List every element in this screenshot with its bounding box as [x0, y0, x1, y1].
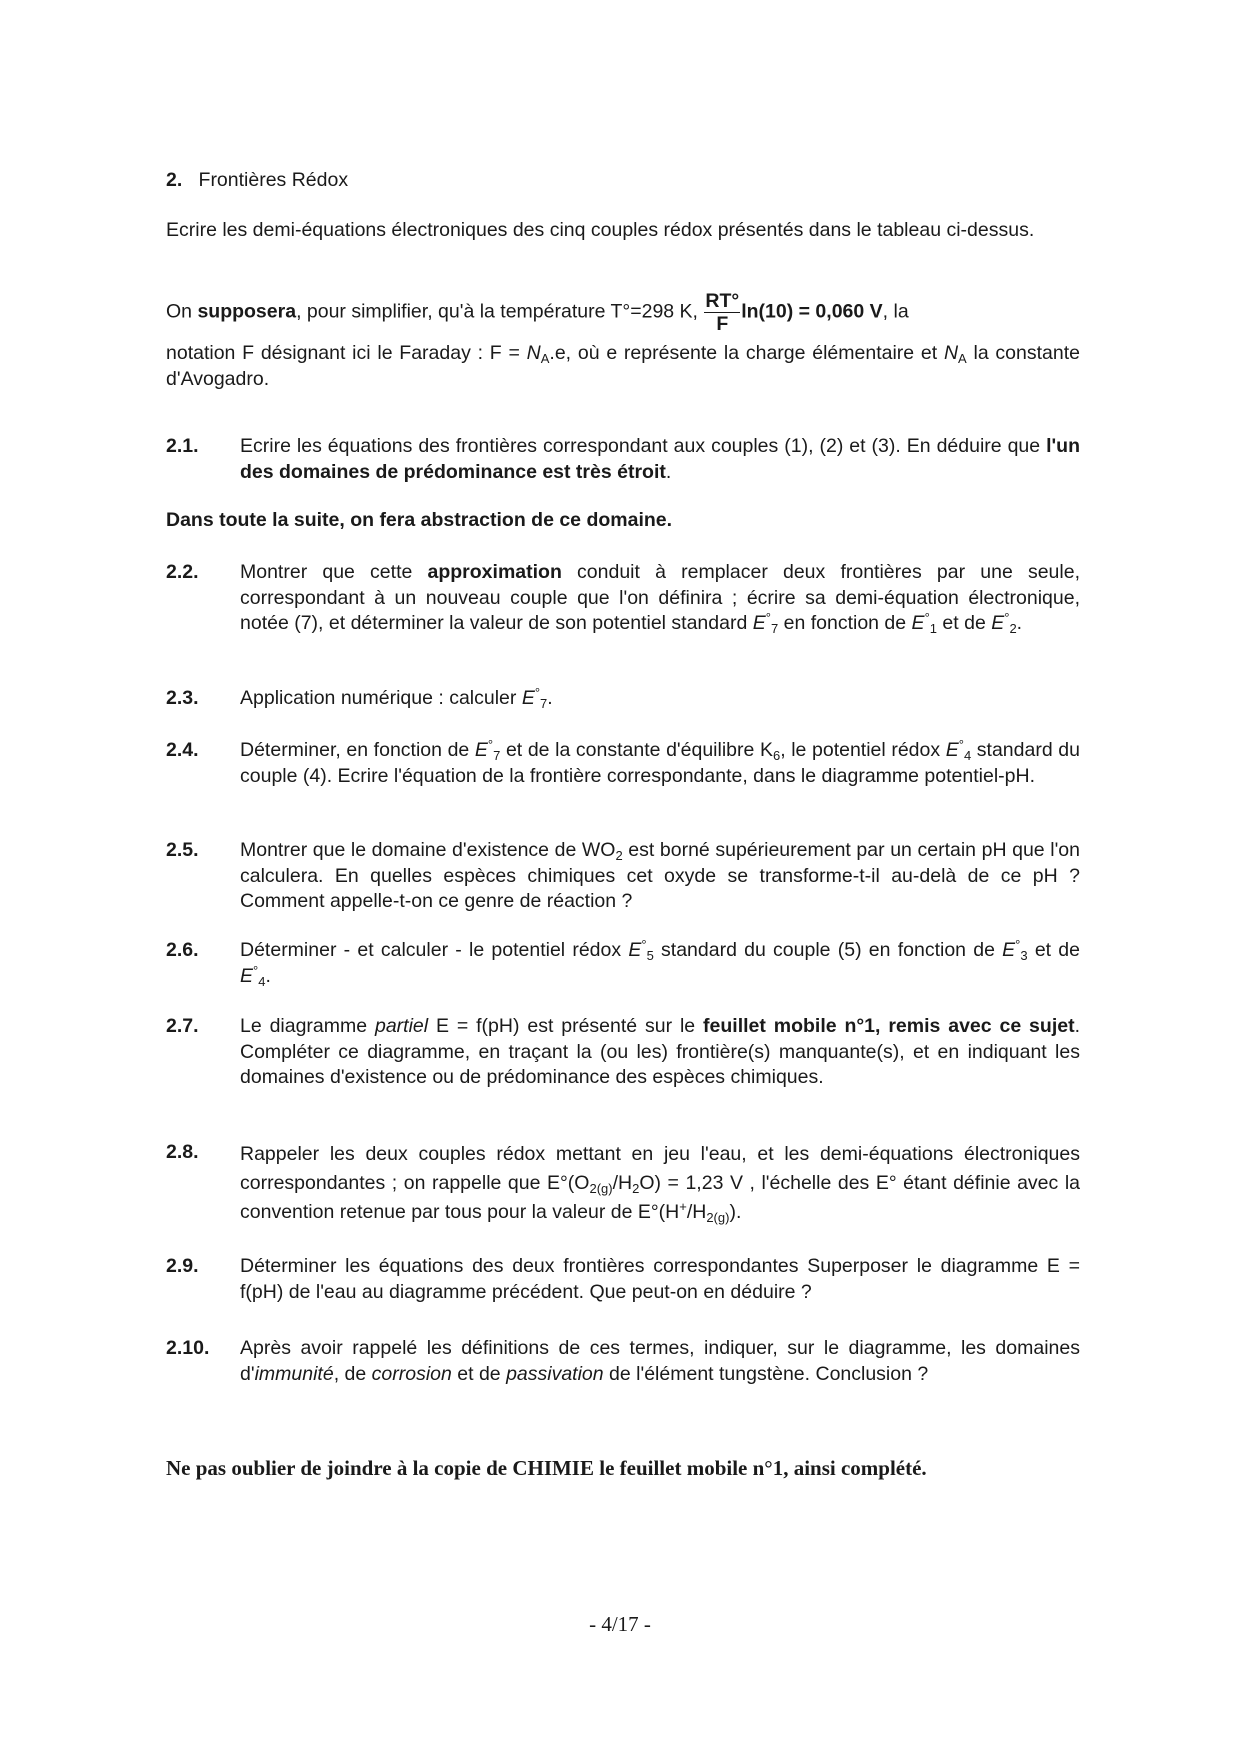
abstraction-statement: Dans toute la suite, on fera abstraction de ce domaine. [166, 509, 673, 531]
section-number: 2. [166, 169, 183, 191]
section-heading [166, 168, 1080, 194]
intro-paragraph: Ecrire les demi-équations électroniques des cinq couples rédox présentés dans le tableau ci-dessus. [166, 219, 1035, 241]
supposera-emphasis: supposera [197, 300, 297, 323]
ln10-formula: ln(10) = 0,060 V [741, 300, 883, 323]
footer-reminder: Ne pas oublier de joindre à la copie de CHIMIE le feuillet mobile n°1, ainsi complété. [166, 1456, 927, 1480]
page-number: - 4/17 - [589, 1612, 651, 1636]
rt-over-f-fraction: $\frac{RT^\circ}{F}$ [705, 290, 740, 335]
section-title: Frontières Rédox [198, 169, 349, 191]
assumption-paragraph: On supposera, pour simplifier, qu'à la température T°=298 K, $\frac{RT^\circ}{F}$ ln(10) = 0,060 V, la notation F désignant ici le Faraday : $F = N_A.e$, où e représente la charge élémentaire et $N_A$ la constante d'Avogadro. [166, 290, 1080, 390]
document-page: 2. Frontières Rédox Ecrire les demi-équations électroniques des cinq couples rédox présentés dans le tableau ci-dessus. On supposera, pour simplifier, qu'à la température T°=298 K, $\frac{RT^\circ}{F}$ ln(10) = 0,060 V, la notation F désignant ici le Faraday : $F = N_A.e$, où e représente la charge élémentaire et $N_A$ la constante d'Avogadro. 2.1. Ecrire les équations des frontières correspondant aux couples (1), (2) et (3). En déduire que l'un des domaines de prédominance est très étroit. Dans toute la suite, on fera abstraction de ce domaine. 2.2. Montrer que cette approximation conduit à remplacer deux frontières par une seule, correspondant à un nouveau couple que l'on définira ; écrire sa demi-équation électronique, notée (7), et déterminer la valeur de son potentiel standard $E^\circ_7$ en fonction de $E^\circ_1$ et de $E^\circ_2$. 2.3. Application numérique : calculer $E^\circ_7$. 2.4. Déterminer, en fonction de $E^\circ_7$ et de la constante d'équilibre $K_6$, le potentiel rédox $E^\circ_4$ standard du couple (4). Ecrire l'équation de la frontière correspondante, dans le diagramme potentiel-pH. 2.5. Montrer que le domaine d'existence de $WO_2$ est borné supérieurement par un certain pH que l'on calculera. En quelles espèces chimiques cet oxyde se transforme-t-il au-delà de ce pH ? Comment appelle-t-on ce genre de réaction ? 2.6. Déterminer - et calculer - le potentiel rédox $E^\circ_5$ standard du couple (5) en fonction de $E^\circ_3$ et de $E^\circ_4$. 2.7. Le diagramme partiel E = f(pH) est présenté sur le feuillet mobile n°1, remis avec ce sujet. Compléter ce diagramme, en traçant la (ou les) frontière(s) manquante(s), et en indiquant les domaines d'existence ou de prédominance des espèces chimiques. 2.8. Rappeler les deux couples rédox mettant en jeu l'eau, et les demi-équations électroniques correspondantes ; on rappelle que $E^\circ(O_{2(g)}/H_2O) = 1,23$ V , l'échelle des E° étant définie avec la convention retenue par tous pour la valeur de $E^\circ(H^+/H_{2(g)})$. 2.9. Déterminer les équations des deux frontières correspondantes Superposer le diagramme E = f(pH) de l'eau au diagramme précédent. Que peut-on en déduire ? 2.10. Après avoir rappelé les définitions de ces termes, indiquer, sur le diagramme, les domaines d'immunité, de corrosion et de passivation de l'élément tungstène. Conclusion ? Ne pas oublier de joindre à la copie de CHIMIE le feuillet mobile n°1, ainsi complété. - 4/17 - [0, 0, 1240, 1754]
